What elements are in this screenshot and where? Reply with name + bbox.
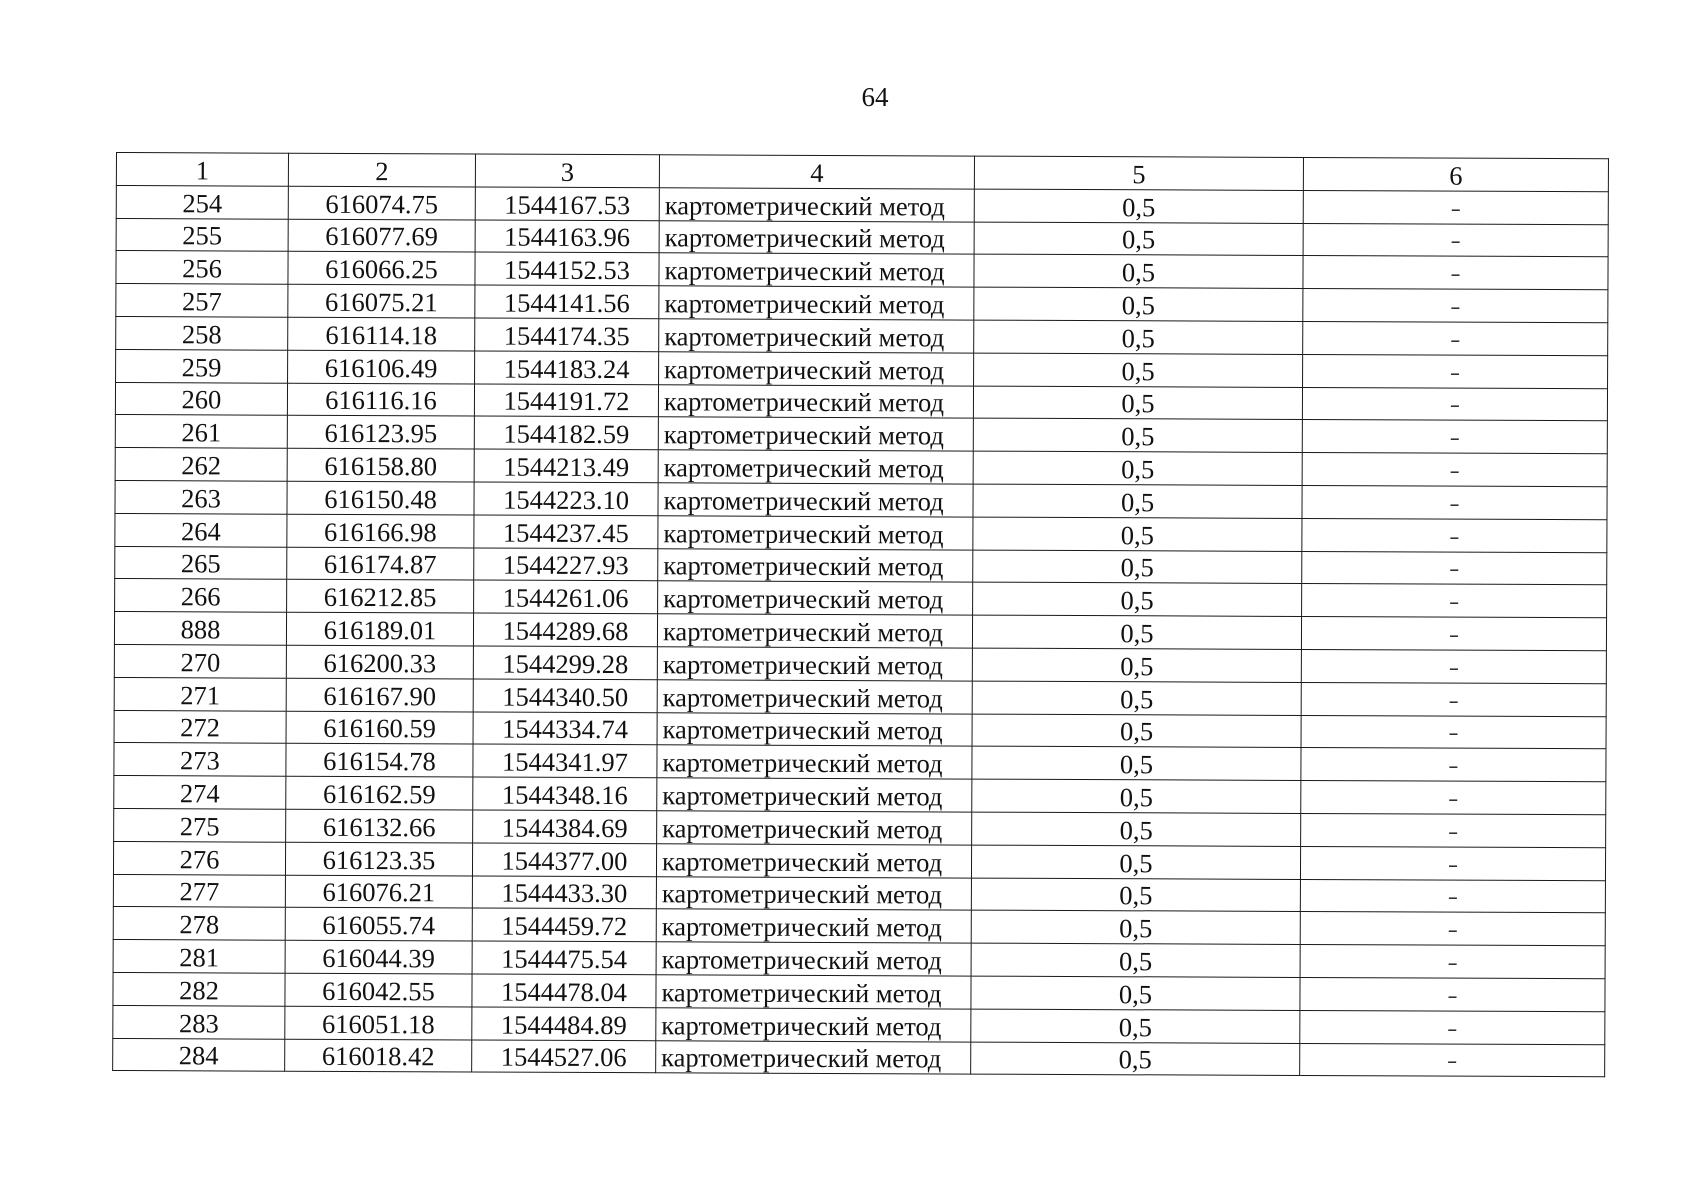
method-cell: картометрический метод [656, 975, 971, 1009]
method-cell: картометрический метод [658, 548, 973, 582]
accuracy-cell: 0,5 [972, 714, 1301, 748]
page-number: 64 [861, 82, 889, 112]
method-cell: картометрический метод [658, 483, 973, 517]
table-row [115, 448, 1607, 487]
method-cell: картометрический метод [658, 384, 973, 418]
y-coordinate-cell: 1544341.97 [473, 744, 657, 778]
y-coordinate-cell: 1544182.59 [474, 416, 658, 450]
table-row [116, 316, 1608, 355]
x-coordinate-cell: 616200.33 [286, 645, 473, 679]
accuracy-cell: 0,5 [973, 582, 1302, 616]
accuracy-cell: 0,5 [974, 222, 1303, 256]
description-cell: – [1300, 912, 1605, 946]
x-coordinate-cell: 616154.78 [286, 744, 473, 778]
column-header: 2 [288, 153, 475, 187]
table-row [113, 1038, 1605, 1077]
point-number-cell: 254 [116, 185, 288, 219]
point-number-cell: 257 [116, 284, 288, 318]
table-row [116, 218, 1608, 257]
y-coordinate-cell: 1544183.24 [475, 351, 659, 385]
y-coordinate-cell: 1544191.72 [474, 384, 658, 418]
table-row [115, 513, 1607, 552]
column-header: 3 [475, 154, 659, 188]
method-cell: картометрический метод [657, 647, 972, 681]
table-row [116, 185, 1608, 224]
y-coordinate-cell: 1544348.16 [473, 777, 657, 811]
table-row [116, 349, 1608, 388]
accuracy-cell: 0,5 [974, 353, 1303, 387]
point-number-cell: 270 [114, 644, 286, 678]
point-number-cell: 258 [116, 316, 288, 350]
description-cell: – [1301, 748, 1606, 782]
x-coordinate-cell: 616162.59 [286, 776, 473, 810]
x-coordinate-cell: 616166.98 [287, 514, 474, 548]
description-cell: – [1303, 321, 1608, 355]
description-cell: – [1300, 977, 1605, 1011]
accuracy-cell: 0,5 [973, 517, 1302, 551]
point-number-cell: 282 [113, 972, 285, 1006]
table-row [114, 776, 1606, 815]
x-coordinate-cell: 616018.42 [285, 1039, 472, 1073]
table-row [114, 612, 1606, 651]
x-coordinate-cell: 616066.25 [288, 252, 475, 286]
table-row [115, 382, 1607, 421]
description-cell: – [1302, 485, 1607, 519]
accuracy-cell: 0,5 [971, 976, 1300, 1010]
table-row [113, 907, 1605, 946]
column-header: 4 [659, 155, 974, 189]
accuracy-cell: 0,5 [973, 386, 1302, 420]
y-coordinate-cell: 1544527.06 [472, 1040, 656, 1074]
method-cell: картометрический метод [657, 778, 972, 812]
x-coordinate-cell: 616075.21 [288, 284, 475, 318]
y-coordinate-cell: 1544299.28 [473, 646, 657, 680]
y-coordinate-cell: 1544289.68 [473, 613, 657, 647]
point-number-cell: 259 [116, 349, 288, 383]
accuracy-cell: 0,5 [971, 943, 1300, 977]
accuracy-cell: 0,5 [971, 845, 1300, 879]
accuracy-cell: 0,5 [973, 451, 1302, 485]
point-number-cell: 888 [114, 612, 286, 646]
column-header: 5 [974, 156, 1303, 190]
column-header: 6 [1303, 157, 1608, 191]
x-coordinate-cell: 616055.74 [285, 908, 472, 942]
point-number-cell: 260 [115, 382, 287, 416]
accuracy-cell: 0,5 [972, 648, 1301, 682]
method-cell: картометрический метод [657, 614, 972, 648]
accuracy-cell: 0,5 [972, 681, 1301, 715]
description-cell: – [1301, 617, 1606, 651]
y-coordinate-cell: 1544340.50 [473, 679, 657, 713]
table-row [114, 743, 1606, 782]
description-cell: – [1300, 945, 1605, 979]
description-cell: – [1300, 846, 1605, 880]
table-row [113, 874, 1605, 913]
accuracy-cell: 0,5 [973, 418, 1302, 452]
point-number-cell: 263 [115, 480, 287, 514]
y-coordinate-cell: 1544167.53 [475, 187, 659, 221]
x-coordinate-cell: 616189.01 [286, 612, 473, 646]
method-cell: картометрический метод [659, 188, 974, 222]
method-cell: картометрический метод [656, 844, 971, 878]
x-coordinate-cell: 616174.87 [287, 547, 474, 581]
description-cell: – [1303, 354, 1608, 388]
method-cell: картометрический метод [657, 680, 972, 714]
accuracy-cell: 0,5 [972, 746, 1301, 780]
description-cell: – [1303, 289, 1608, 323]
description-cell: – [1301, 813, 1606, 847]
point-number-cell: 278 [113, 907, 285, 941]
accuracy-cell: 0,5 [971, 1042, 1300, 1076]
point-number-cell: 261 [115, 415, 287, 449]
x-coordinate-cell: 616076.21 [285, 875, 472, 909]
table-row [113, 841, 1605, 880]
x-coordinate-cell: 616106.49 [288, 350, 475, 384]
x-coordinate-cell: 616116.16 [287, 383, 474, 417]
y-coordinate-cell: 1544174.35 [475, 318, 659, 352]
y-coordinate-cell: 1544261.06 [474, 580, 658, 614]
table-row [114, 644, 1606, 683]
x-coordinate-cell: 616114.18 [288, 317, 475, 351]
accuracy-cell: 0,5 [972, 779, 1301, 813]
x-coordinate-cell: 616158.80 [287, 448, 474, 482]
accuracy-cell: 0,5 [972, 812, 1301, 846]
accuracy-cell: 0,5 [972, 615, 1301, 649]
table-row [113, 940, 1605, 979]
point-number-cell: 277 [113, 874, 285, 908]
accuracy-cell: 0,5 [971, 910, 1300, 944]
table-row [115, 480, 1607, 519]
table-row [115, 546, 1607, 585]
method-cell: картометрический метод [657, 745, 972, 779]
accuracy-cell: 0,5 [974, 320, 1303, 354]
y-coordinate-cell: 1544227.93 [474, 548, 658, 582]
method-cell: картометрический метод [656, 876, 971, 910]
table-row [115, 579, 1607, 618]
coordinates-table [112, 152, 1609, 1078]
description-cell: – [1300, 1043, 1605, 1077]
point-number-cell: 271 [114, 677, 286, 711]
point-number-cell: 273 [114, 743, 286, 777]
method-cell: картометрический метод [658, 581, 973, 615]
description-cell: – [1301, 649, 1606, 683]
description-cell: – [1301, 781, 1606, 815]
table-row [116, 284, 1608, 323]
accuracy-cell: 0,5 [973, 550, 1302, 584]
description-cell: – [1301, 682, 1606, 716]
y-coordinate-cell: 1544433.30 [472, 876, 656, 910]
description-cell: – [1302, 584, 1607, 618]
point-number-cell: 264 [115, 513, 287, 547]
point-number-cell: 262 [115, 448, 287, 482]
x-coordinate-cell: 616074.75 [288, 186, 475, 220]
accuracy-cell: 0,5 [974, 287, 1303, 321]
method-cell: картометрический метод [657, 712, 972, 746]
description-cell: – [1302, 387, 1607, 421]
y-coordinate-cell: 1544237.45 [474, 515, 658, 549]
accuracy-cell: 0,5 [973, 484, 1302, 518]
y-coordinate-cell: 1544163.96 [475, 220, 659, 254]
y-coordinate-cell: 1544384.69 [473, 810, 657, 844]
description-cell: – [1301, 715, 1606, 749]
point-number-cell: 272 [114, 710, 286, 744]
method-cell: картометрический метод [657, 811, 972, 845]
y-coordinate-cell: 1544377.00 [472, 843, 656, 877]
description-cell: – [1302, 420, 1607, 454]
y-coordinate-cell: 1544459.72 [472, 908, 656, 942]
method-cell: картометрический метод [656, 1007, 971, 1041]
method-cell: картометрический метод [658, 516, 973, 550]
description-cell: – [1302, 551, 1607, 585]
accuracy-cell: 0,5 [971, 1009, 1300, 1043]
column-header: 1 [116, 153, 288, 187]
description-cell: – [1302, 453, 1607, 487]
point-number-cell: 266 [115, 579, 287, 613]
method-cell: картометрический метод [658, 417, 973, 451]
description-cell: – [1300, 879, 1605, 913]
point-number-cell: 265 [115, 546, 287, 580]
y-coordinate-cell: 1544484.89 [472, 1007, 656, 1041]
accuracy-cell: 0,5 [971, 878, 1300, 912]
method-cell: картометрический метод [659, 352, 974, 386]
table-row [115, 415, 1607, 454]
method-cell: картометрический метод [659, 220, 974, 254]
x-coordinate-cell: 616123.95 [287, 416, 474, 450]
method-cell: картометрический метод [656, 909, 971, 943]
point-number-cell: 281 [113, 940, 285, 974]
table-row [113, 1005, 1605, 1044]
point-number-cell: 275 [114, 808, 286, 842]
y-coordinate-cell: 1544223.10 [474, 482, 658, 516]
point-number-cell: 276 [113, 841, 285, 875]
method-cell: картометрический метод [659, 286, 974, 320]
table-row [113, 972, 1605, 1011]
table-row [114, 808, 1606, 847]
x-coordinate-cell: 616150.48 [287, 481, 474, 515]
method-cell: картометрический метод [656, 1040, 971, 1074]
x-coordinate-cell: 616167.90 [286, 678, 473, 712]
x-coordinate-cell: 616044.39 [285, 940, 472, 974]
x-coordinate-cell: 616077.69 [288, 219, 475, 253]
accuracy-cell: 0,5 [974, 189, 1303, 223]
method-cell: картометрический метод [656, 942, 971, 976]
x-coordinate-cell: 616160.59 [286, 711, 473, 745]
x-coordinate-cell: 616051.18 [285, 1006, 472, 1040]
y-coordinate-cell: 1544475.54 [472, 941, 656, 975]
y-coordinate-cell: 1544334.74 [473, 712, 657, 746]
point-number-cell: 274 [114, 776, 286, 810]
accuracy-cell: 0,5 [974, 254, 1303, 288]
description-cell: – [1303, 256, 1608, 290]
method-cell: картометрический метод [658, 450, 973, 484]
point-number-cell: 283 [113, 1005, 285, 1039]
y-coordinate-cell: 1544141.56 [475, 285, 659, 319]
method-cell: картометрический метод [659, 253, 974, 287]
point-number-cell: 284 [113, 1038, 285, 1072]
description-cell: – [1303, 223, 1608, 257]
point-number-cell: 256 [116, 251, 288, 285]
table-row [114, 677, 1606, 716]
y-coordinate-cell: 1544478.04 [472, 974, 656, 1008]
x-coordinate-cell: 616123.35 [285, 842, 472, 876]
table-row [116, 251, 1608, 290]
x-coordinate-cell: 616212.85 [287, 580, 474, 614]
description-cell: – [1302, 518, 1607, 552]
x-coordinate-cell: 616132.66 [286, 809, 473, 843]
description-cell: – [1300, 1010, 1605, 1044]
table-row [114, 710, 1606, 749]
description-cell: – [1303, 190, 1608, 224]
y-coordinate-cell: 1544152.53 [475, 252, 659, 286]
method-cell: картометрический метод [659, 319, 974, 353]
y-coordinate-cell: 1544213.49 [474, 449, 658, 483]
x-coordinate-cell: 616042.55 [285, 973, 472, 1007]
point-number-cell: 255 [116, 218, 288, 252]
